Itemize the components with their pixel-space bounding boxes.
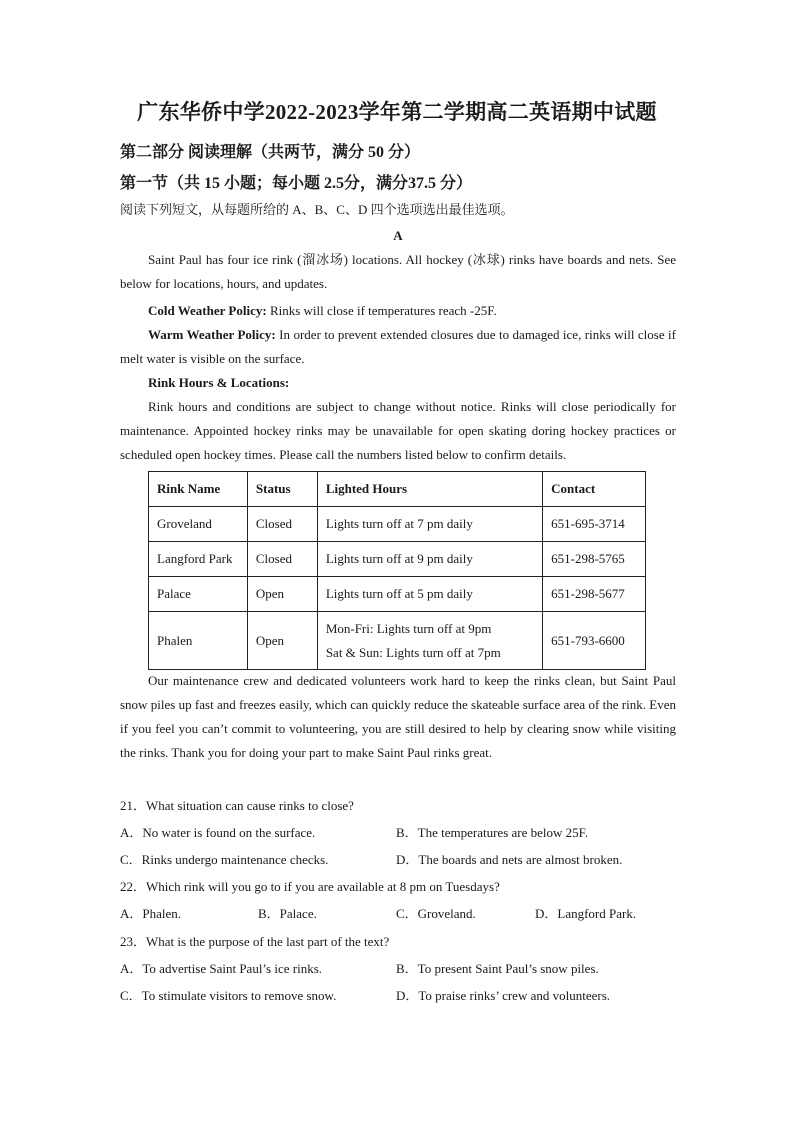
- rink-hours-weekend: Sat & Sun: Lights turn off at 7pm: [325, 644, 501, 660]
- part-heading: 第二部分 阅读理解（共两节，满分 50 分）: [120, 144, 421, 161]
- option-22-a: A．Phalen.: [120, 906, 182, 921]
- header-status: Status: [247, 472, 317, 507]
- option-22-b: B．Palace.: [258, 906, 317, 921]
- option-23-a: A．To advertise Saint Paul’s ice rinks.: [120, 961, 323, 976]
- page-title: 广东华侨中学2022-2023学年第二学期高二英语期中试题: [137, 100, 657, 124]
- rink-contact: 651-298-5677: [543, 577, 646, 612]
- hours-paragraph: Rink hours and conditions are subject to change without notice. Rinks will close periodically for maintenance. Appointed hockey rinks may be unavailable for open skating doring hockey practices or scheduled open hockey times. Please call the numbers listed below to confirm details.: [120, 399, 676, 462]
- question-21: 21．What situation can cause rinks to close?: [120, 798, 354, 813]
- header-lighted-hours: Lighted Hours: [317, 472, 542, 507]
- option-23-d: D．To praise rinks’ crew and volunteers.: [396, 988, 611, 1003]
- rink-table: [148, 471, 646, 670]
- rink-status: Closed: [247, 507, 317, 542]
- option-21-d: D．The boards and nets are almost broken.: [396, 852, 623, 867]
- table-row: [149, 542, 646, 577]
- rink-contact: 651-793-6600: [543, 612, 646, 670]
- rink-contact: 651-298-5765: [543, 542, 646, 577]
- rink-name: Phalen: [149, 612, 248, 670]
- question-22: 22．Which rink will you go to if you are available at 8 pm on Tuesdays?: [120, 879, 500, 894]
- cold-policy-text: Rinks will close if temperatures reach -25F.: [266, 303, 497, 318]
- rink-hours: [317, 612, 542, 670]
- rink-name: Groveland: [149, 507, 248, 542]
- table-row: [149, 612, 646, 670]
- option-23-b: B．To present Saint Paul’s snow piles.: [396, 961, 599, 976]
- table-header-row: [149, 472, 646, 507]
- header-contact: Contact: [543, 472, 646, 507]
- rink-status: Closed: [247, 542, 317, 577]
- rink-status: Open: [247, 577, 317, 612]
- cold-policy-label: Cold Weather Policy:: [148, 303, 267, 318]
- instruction-text: 阅读下列短文，从每题所给的 A、B、C、D 四个选项选出最佳选项。: [120, 202, 514, 217]
- table-row: [149, 577, 646, 612]
- hours-heading: [120, 371, 676, 395]
- rink-name: Palace: [149, 577, 248, 612]
- cold-weather-policy: [120, 299, 676, 323]
- passage-label: A: [393, 228, 403, 243]
- closing-paragraph: Our maintenance crew and dedicated volunteers work hard to keep the rinks clean, but Saint Paul snow piles up fast and freezes easily, which can quickly reduce the skateable surface area of the rink. Even if you feel you can’t commit to volunteering, you are still desired to help by clearing snow while visiting the rinks. Thank you for doing your part to make Saint Paul rinks great.: [120, 673, 676, 760]
- option-21-b: B．The temperatures are below 25F.: [396, 825, 589, 840]
- rink-hours-weekday: Mon-Fri: Lights turn off at 9pm: [325, 620, 492, 636]
- option-21-a: A．No water is found on the surface.: [120, 825, 316, 840]
- warm-policy-text: In order to prevent extended closures due to damaged ice, rinks will close if melt water is visible on the surface.: [120, 327, 677, 366]
- warm-policy-label: Warm Weather Policy:: [148, 327, 276, 342]
- table-row: [149, 507, 646, 542]
- question-23: 23．What is the purpose of the last part of the text?: [120, 934, 390, 949]
- hours-heading-text: Rink Hours & Locations:: [148, 375, 290, 390]
- rink-hours: Lights turn off at 5 pm daily: [317, 577, 542, 612]
- option-21-c: C．Rinks undergo maintenance checks.: [120, 852, 329, 867]
- option-23-c: C．To stimulate visitors to remove snow.: [120, 988, 337, 1003]
- rink-hours: Lights turn off at 7 pm daily: [317, 507, 542, 542]
- option-22-d: D．Langford Park.: [535, 906, 637, 921]
- rink-hours: Lights turn off at 9 pm daily: [317, 542, 542, 577]
- rink-status: Open: [247, 612, 317, 670]
- option-22-c: C．Groveland.: [396, 906, 476, 921]
- rink-contact: 651-695-3714: [543, 507, 646, 542]
- header-rink-name: Rink Name: [149, 472, 248, 507]
- rink-name: Langford Park: [149, 542, 248, 577]
- section-heading: 第一节（共 15 小题；每小题 2.5分，满分37.5 分）: [120, 175, 473, 192]
- warm-weather-policy: [120, 323, 676, 371]
- intro-paragraph: Saint Paul has four ice rink (溜冰场) locations. All hockey (冰球) rinks have boards and nets. See below for locations, hours, and updates.: [120, 252, 676, 291]
